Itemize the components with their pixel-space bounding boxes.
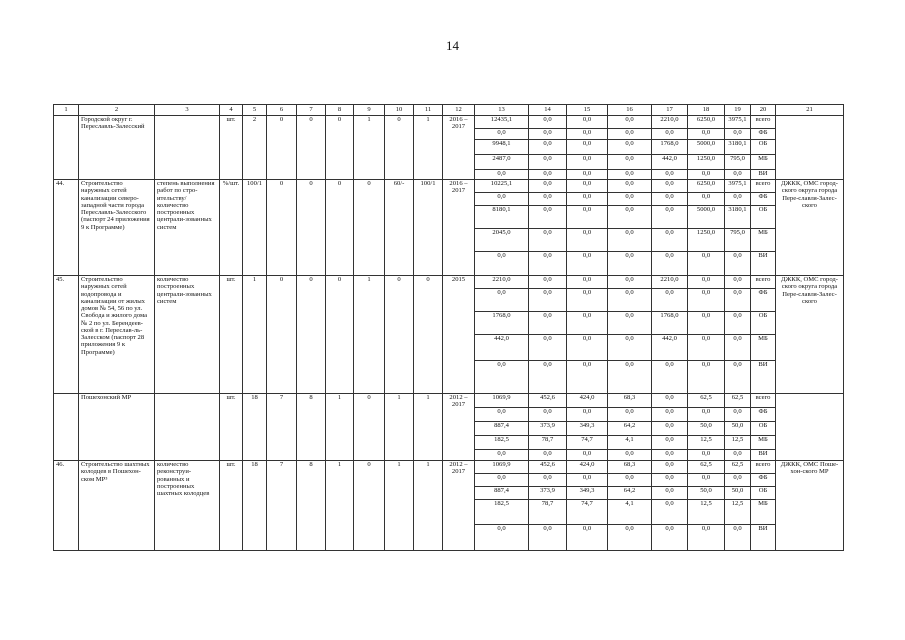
indicator-value: 0 xyxy=(354,394,385,461)
funding-source: МБ xyxy=(751,155,776,170)
executor: ДЖКК, ОМС город-ского округа города Пере-славля-Залес-ского xyxy=(776,276,844,394)
indicator-value: 0 xyxy=(385,116,414,180)
amount-cell: 12,5 xyxy=(725,500,751,525)
amount-cell: 442,0 xyxy=(652,335,688,361)
column-number: 4 xyxy=(220,105,243,116)
amount-cell: 62,5 xyxy=(688,461,725,474)
amount-cell: 64,2 xyxy=(608,422,652,436)
amount-cell: 0,0 xyxy=(652,170,688,180)
amount-cell: 64,2 xyxy=(608,487,652,500)
amount-cell: 0,0 xyxy=(608,276,652,289)
column-number: 15 xyxy=(567,105,608,116)
column-number: 11 xyxy=(414,105,443,116)
amount-cell: 0,0 xyxy=(567,289,608,312)
amount-cell: 0,0 xyxy=(567,361,608,394)
amount-cell: 0,0 xyxy=(475,252,529,276)
indicator-value: 0 xyxy=(385,276,414,394)
funding-source: ФБ xyxy=(751,474,776,487)
funding-source: ВИ xyxy=(751,525,776,551)
indicator-name: количество построенных централи-зованных систем xyxy=(155,276,220,394)
amount-cell: 0,0 xyxy=(475,193,529,206)
item-number xyxy=(54,116,79,180)
amount-cell: 0,0 xyxy=(652,487,688,500)
column-number: 13 xyxy=(475,105,529,116)
amount-cell: 0,0 xyxy=(652,193,688,206)
amount-cell: 0,0 xyxy=(529,289,567,312)
funding-source: ОБ xyxy=(751,487,776,500)
amount-cell: 349,3 xyxy=(567,487,608,500)
amount-cell: 0,0 xyxy=(608,525,652,551)
amount-cell: 0,0 xyxy=(475,361,529,394)
amount-cell: 0,0 xyxy=(567,408,608,422)
amount-cell: 0,0 xyxy=(688,170,725,180)
amount-cell: 1768,0 xyxy=(475,312,529,335)
indicator-name xyxy=(155,116,220,180)
amount-cell: 0,0 xyxy=(652,394,688,408)
column-number: 18 xyxy=(688,105,725,116)
amount-cell: 452,6 xyxy=(529,394,567,408)
amount-cell: 0,0 xyxy=(725,408,751,422)
funding-source: ФБ xyxy=(751,408,776,422)
amount-cell: 12,5 xyxy=(725,436,751,450)
column-number: 8 xyxy=(326,105,354,116)
executor: ДЖКК, ОМС Поше-хон-ского МР xyxy=(776,461,844,551)
amount-cell: 0,0 xyxy=(567,450,608,461)
amount-cell: 0,0 xyxy=(725,361,751,394)
amount-cell: 0,0 xyxy=(567,229,608,252)
amount-cell: 373,9 xyxy=(529,487,567,500)
column-number: 19 xyxy=(725,105,751,116)
amount-cell: 0,0 xyxy=(567,116,608,129)
amount-cell: 0,0 xyxy=(652,206,688,229)
amount-cell: 0,0 xyxy=(529,193,567,206)
funding-source: ФБ xyxy=(751,289,776,312)
amount-cell: 74,7 xyxy=(567,500,608,525)
amount-cell: 2210,0 xyxy=(652,276,688,289)
funding-source: всего xyxy=(751,394,776,408)
indicator-value: 0 xyxy=(414,276,443,394)
amount-cell: 0,0 xyxy=(529,335,567,361)
amount-cell: 2210,0 xyxy=(652,116,688,129)
column-number: 9 xyxy=(354,105,385,116)
amount-cell: 8180,1 xyxy=(475,206,529,229)
funding-source: ОБ xyxy=(751,312,776,335)
unit: шт. xyxy=(220,394,243,461)
amount-cell: 0,0 xyxy=(652,408,688,422)
amount-cell: 0,0 xyxy=(688,474,725,487)
column-number-row xyxy=(54,105,844,116)
amount-cell: 0,0 xyxy=(725,129,751,140)
amount-cell: 0,0 xyxy=(725,450,751,461)
amount-cell: 442,0 xyxy=(475,335,529,361)
column-number: 3 xyxy=(155,105,220,116)
amount-cell: 0,0 xyxy=(725,252,751,276)
indicator-value: 0 xyxy=(354,180,385,276)
table-row xyxy=(54,180,844,193)
unit: шт. xyxy=(220,116,243,180)
program-table xyxy=(53,104,844,551)
funding-source: МБ xyxy=(751,500,776,525)
funding-source: ОБ xyxy=(751,140,776,155)
amount-cell: 1768,0 xyxy=(652,312,688,335)
amount-cell: 0,0 xyxy=(529,474,567,487)
executor xyxy=(776,394,844,461)
amount-cell: 0,0 xyxy=(608,116,652,129)
amount-cell: 0,0 xyxy=(688,129,725,140)
funding-source: МБ xyxy=(751,229,776,252)
funding-source: ВИ xyxy=(751,252,776,276)
amount-cell: 0,0 xyxy=(567,170,608,180)
amount-cell: 3975,1 xyxy=(725,116,751,129)
amount-cell: 0,0 xyxy=(567,180,608,193)
amount-cell: 0,0 xyxy=(725,312,751,335)
amount-cell: 0,0 xyxy=(652,129,688,140)
indicator-value: 100/1 xyxy=(414,180,443,276)
indicator-value: 0 xyxy=(326,276,354,394)
amount-cell: 0,0 xyxy=(608,155,652,170)
unit: шт. xyxy=(220,276,243,394)
executor: ДЖКК, ОМС город-ского округа города Пере-славля-Залес-ского xyxy=(776,180,844,276)
column-number: 12 xyxy=(443,105,475,116)
amount-cell: 0,0 xyxy=(608,170,652,180)
amount-cell: 0,0 xyxy=(688,289,725,312)
amount-cell: 50,0 xyxy=(725,487,751,500)
amount-cell: 0,0 xyxy=(567,474,608,487)
indicator-value: 0 xyxy=(297,116,326,180)
funding-source: ВИ xyxy=(751,170,776,180)
amount-cell: 0,0 xyxy=(529,206,567,229)
indicator-name: степень выполнения работ по стро-ительству/ количество построенных централи-зованных систем xyxy=(155,180,220,276)
funding-source: всего xyxy=(751,180,776,193)
amount-cell: 0,0 xyxy=(608,129,652,140)
amount-cell: 0,0 xyxy=(608,252,652,276)
amount-cell: 0,0 xyxy=(567,206,608,229)
indicator-name: количество реконструи-рованных и построенных шахтных колодцев xyxy=(155,461,220,551)
amount-cell: 0,0 xyxy=(608,206,652,229)
column-number: 21 xyxy=(776,105,844,116)
amount-cell: 0,0 xyxy=(608,140,652,155)
amount-cell: 2487,0 xyxy=(475,155,529,170)
amount-cell: 1069,9 xyxy=(475,394,529,408)
amount-cell: 0,0 xyxy=(529,450,567,461)
amount-cell: 0,0 xyxy=(529,140,567,155)
amount-cell: 2045,0 xyxy=(475,229,529,252)
column-number: 16 xyxy=(608,105,652,116)
period: 2012 – 2017 xyxy=(443,394,475,461)
funding-source: ВИ xyxy=(751,450,776,461)
indicator-value: 8 xyxy=(297,394,326,461)
amount-cell: 0,0 xyxy=(529,129,567,140)
column-number: 1 xyxy=(54,105,79,116)
amount-cell: 0,0 xyxy=(475,474,529,487)
amount-cell: 12,5 xyxy=(688,500,725,525)
amount-cell: 62,5 xyxy=(725,394,751,408)
amount-cell: 4,1 xyxy=(608,500,652,525)
amount-cell: 0,0 xyxy=(652,525,688,551)
amount-cell: 182,5 xyxy=(475,500,529,525)
amount-cell: 74,7 xyxy=(567,436,608,450)
funding-source: ФБ xyxy=(751,193,776,206)
indicator-value: 7 xyxy=(267,461,297,551)
amount-cell: 0,0 xyxy=(529,408,567,422)
amount-cell: 0,0 xyxy=(688,335,725,361)
amount-cell: 0,0 xyxy=(725,474,751,487)
amount-cell: 0,0 xyxy=(529,361,567,394)
indicator-value: 1 xyxy=(354,116,385,180)
item-number: 44. xyxy=(54,180,79,276)
column-number: 6 xyxy=(267,105,297,116)
amount-cell: 12,5 xyxy=(688,436,725,450)
amount-cell: 0,0 xyxy=(725,276,751,289)
amount-cell: 0,0 xyxy=(529,276,567,289)
funding-source: всего xyxy=(751,276,776,289)
amount-cell: 0,0 xyxy=(567,525,608,551)
amount-cell: 0,0 xyxy=(688,361,725,394)
funding-source: всего xyxy=(751,116,776,129)
amount-cell: 0,0 xyxy=(529,252,567,276)
amount-cell: 442,0 xyxy=(652,155,688,170)
indicator-value: 0 xyxy=(267,180,297,276)
amount-cell: 795,0 xyxy=(725,155,751,170)
column-number: 14 xyxy=(529,105,567,116)
amount-cell: 0,0 xyxy=(688,408,725,422)
amount-cell: 0,0 xyxy=(688,450,725,461)
indicator-value: 100/1 xyxy=(243,180,267,276)
indicator-value: 1 xyxy=(385,394,414,461)
amount-cell: 0,0 xyxy=(608,408,652,422)
executor xyxy=(776,116,844,180)
amount-cell: 0,0 xyxy=(529,170,567,180)
column-number: 10 xyxy=(385,105,414,116)
item-number: 46. xyxy=(54,461,79,551)
indicator-value: 0 xyxy=(267,276,297,394)
amount-cell: 0,0 xyxy=(652,361,688,394)
column-number: 7 xyxy=(297,105,326,116)
funding-source: ФБ xyxy=(751,129,776,140)
amount-cell: 0,0 xyxy=(652,252,688,276)
amount-cell: 5000,0 xyxy=(688,206,725,229)
amount-cell: 0,0 xyxy=(475,170,529,180)
amount-cell: 0,0 xyxy=(652,422,688,436)
amount-cell: 0,0 xyxy=(608,335,652,361)
amount-cell: 0,0 xyxy=(475,129,529,140)
indicator-value: 2 xyxy=(243,116,267,180)
amount-cell: 0,0 xyxy=(475,450,529,461)
amount-cell: 0,0 xyxy=(475,525,529,551)
unit: %/шт. xyxy=(220,180,243,276)
amount-cell: 887,4 xyxy=(475,487,529,500)
amount-cell: 373,9 xyxy=(529,422,567,436)
indicator-value: 1 xyxy=(354,276,385,394)
item-number: 45. xyxy=(54,276,79,394)
amount-cell: 0,0 xyxy=(608,289,652,312)
item-number xyxy=(54,394,79,461)
amount-cell: 68,3 xyxy=(608,461,652,474)
indicator-name xyxy=(155,394,220,461)
amount-cell: 0,0 xyxy=(652,450,688,461)
amount-cell: 0,0 xyxy=(652,180,688,193)
column-number: 5 xyxy=(243,105,267,116)
funding-source: ОБ xyxy=(751,206,776,229)
amount-cell: 0,0 xyxy=(608,193,652,206)
item-name: Городской округ г. Переславль-Залесский xyxy=(79,116,155,180)
amount-cell: 0,0 xyxy=(688,312,725,335)
amount-cell: 1069,9 xyxy=(475,461,529,474)
amount-cell: 5000,0 xyxy=(688,140,725,155)
funding-source: всего xyxy=(751,461,776,474)
amount-cell: 62,5 xyxy=(725,461,751,474)
amount-cell: 0,0 xyxy=(567,129,608,140)
indicator-value: 0 xyxy=(267,116,297,180)
amount-cell: 0,0 xyxy=(567,140,608,155)
amount-cell: 424,0 xyxy=(567,461,608,474)
amount-cell: 2210,0 xyxy=(475,276,529,289)
amount-cell: 0,0 xyxy=(652,289,688,312)
funding-source: МБ xyxy=(751,335,776,361)
indicator-value: 0 xyxy=(297,180,326,276)
indicator-value: 1 xyxy=(326,394,354,461)
indicator-value: 1 xyxy=(414,116,443,180)
amount-cell: 0,0 xyxy=(529,525,567,551)
amount-cell: 0,0 xyxy=(567,335,608,361)
amount-cell: 0,0 xyxy=(652,229,688,252)
amount-cell: 0,0 xyxy=(529,312,567,335)
item-name: Пошехонский МР xyxy=(79,394,155,461)
amount-cell: 0,0 xyxy=(608,312,652,335)
amount-cell: 0,0 xyxy=(725,289,751,312)
table-row xyxy=(54,394,844,408)
amount-cell: 0,0 xyxy=(652,474,688,487)
amount-cell: 78,7 xyxy=(529,500,567,525)
amount-cell: 0,0 xyxy=(688,525,725,551)
amount-cell: 6250,0 xyxy=(688,180,725,193)
indicator-value: 1 xyxy=(326,461,354,551)
amount-cell: 0,0 xyxy=(688,252,725,276)
amount-cell: 4,1 xyxy=(608,436,652,450)
unit: шт. xyxy=(220,461,243,551)
amount-cell: 452,6 xyxy=(529,461,567,474)
indicator-value: 1 xyxy=(414,461,443,551)
period: 2016 – 2017 xyxy=(443,116,475,180)
indicator-value: 18 xyxy=(243,461,267,551)
amount-cell: 0,0 xyxy=(608,361,652,394)
amount-cell: 0,0 xyxy=(725,170,751,180)
amount-cell: 1250,0 xyxy=(688,155,725,170)
indicator-value: 1 xyxy=(385,461,414,551)
item-name: Строительство наружных сетей водопровода и канализации от жилых домов № 54, 56 по ул. Свобода и жилого дома № 2 по ул. Берендеев-ской в г. Переслав-ль-Залесском (паспорт 28 приложения 9 к Программе) xyxy=(79,276,155,394)
amount-cell: 0,0 xyxy=(475,408,529,422)
amount-cell: 50,0 xyxy=(725,422,751,436)
amount-cell: 0,0 xyxy=(725,193,751,206)
amount-cell: 0,0 xyxy=(529,180,567,193)
amount-cell: 3975,1 xyxy=(725,180,751,193)
page-number: 14 xyxy=(446,38,459,53)
indicator-value: 0 xyxy=(326,180,354,276)
indicator-value: 18 xyxy=(243,394,267,461)
period: 2016 – 2017 xyxy=(443,180,475,276)
amount-cell: 0,0 xyxy=(529,155,567,170)
amount-cell: 9948,1 xyxy=(475,140,529,155)
amount-cell: 0,0 xyxy=(725,335,751,361)
table-row xyxy=(54,276,844,289)
amount-cell: 0,0 xyxy=(608,180,652,193)
amount-cell: 78,7 xyxy=(529,436,567,450)
amount-cell: 50,0 xyxy=(688,422,725,436)
period: 2015 xyxy=(443,276,475,394)
indicator-value: 0 xyxy=(297,276,326,394)
amount-cell: 0,0 xyxy=(688,193,725,206)
amount-cell: 0,0 xyxy=(688,276,725,289)
amount-cell: 6250,0 xyxy=(688,116,725,129)
column-number: 2 xyxy=(79,105,155,116)
table-row xyxy=(54,461,844,474)
amount-cell: 0,0 xyxy=(725,525,751,551)
amount-cell: 795,0 xyxy=(725,229,751,252)
indicator-value: 8 xyxy=(297,461,326,551)
funding-source: МБ xyxy=(751,436,776,450)
item-name: Строительство наружных сетей канализации северо-западной части города Переславль-Залесского (паспорт 24 приложения 9 к Программе) xyxy=(79,180,155,276)
amount-cell: 50,0 xyxy=(688,487,725,500)
amount-cell: 0,0 xyxy=(652,436,688,450)
amount-cell: 68,3 xyxy=(608,394,652,408)
amount-cell: 424,0 xyxy=(567,394,608,408)
column-number: 20 xyxy=(751,105,776,116)
amount-cell: 1768,0 xyxy=(652,140,688,155)
amount-cell: 0,0 xyxy=(567,252,608,276)
amount-cell: 0,0 xyxy=(475,289,529,312)
funding-source: ВИ xyxy=(751,361,776,394)
amount-cell: 0,0 xyxy=(608,229,652,252)
indicator-value: 0 xyxy=(326,116,354,180)
amount-cell: 0,0 xyxy=(567,155,608,170)
column-number: 17 xyxy=(652,105,688,116)
amount-cell: 62,5 xyxy=(688,394,725,408)
item-name: Строительство шахтных колодцев в Пошехон-ском МР³ xyxy=(79,461,155,551)
indicator-value: 1 xyxy=(414,394,443,461)
amount-cell: 887,4 xyxy=(475,422,529,436)
amount-cell: 0,0 xyxy=(567,312,608,335)
amount-cell: 10225,1 xyxy=(475,180,529,193)
amount-cell: 0,0 xyxy=(567,193,608,206)
indicator-value: 1 xyxy=(243,276,267,394)
amount-cell: 0,0 xyxy=(567,276,608,289)
amount-cell: 182,5 xyxy=(475,436,529,450)
amount-cell: 0,0 xyxy=(608,450,652,461)
indicator-value: 7 xyxy=(267,394,297,461)
amount-cell: 3180,1 xyxy=(725,140,751,155)
indicator-value: 0 xyxy=(354,461,385,551)
amount-cell: 0,0 xyxy=(608,474,652,487)
table-row xyxy=(54,116,844,129)
amount-cell: 0,0 xyxy=(652,461,688,474)
amount-cell: 3180,1 xyxy=(725,206,751,229)
funding-source: ОБ xyxy=(751,422,776,436)
amount-cell: 349,3 xyxy=(567,422,608,436)
period: 2012 – 2017 xyxy=(443,461,475,551)
amount-cell: 0,0 xyxy=(529,229,567,252)
indicator-value: 60/- xyxy=(385,180,414,276)
amount-cell: 0,0 xyxy=(529,116,567,129)
amount-cell: 12435,1 xyxy=(475,116,529,129)
amount-cell: 1250,0 xyxy=(688,229,725,252)
amount-cell: 0,0 xyxy=(652,500,688,525)
